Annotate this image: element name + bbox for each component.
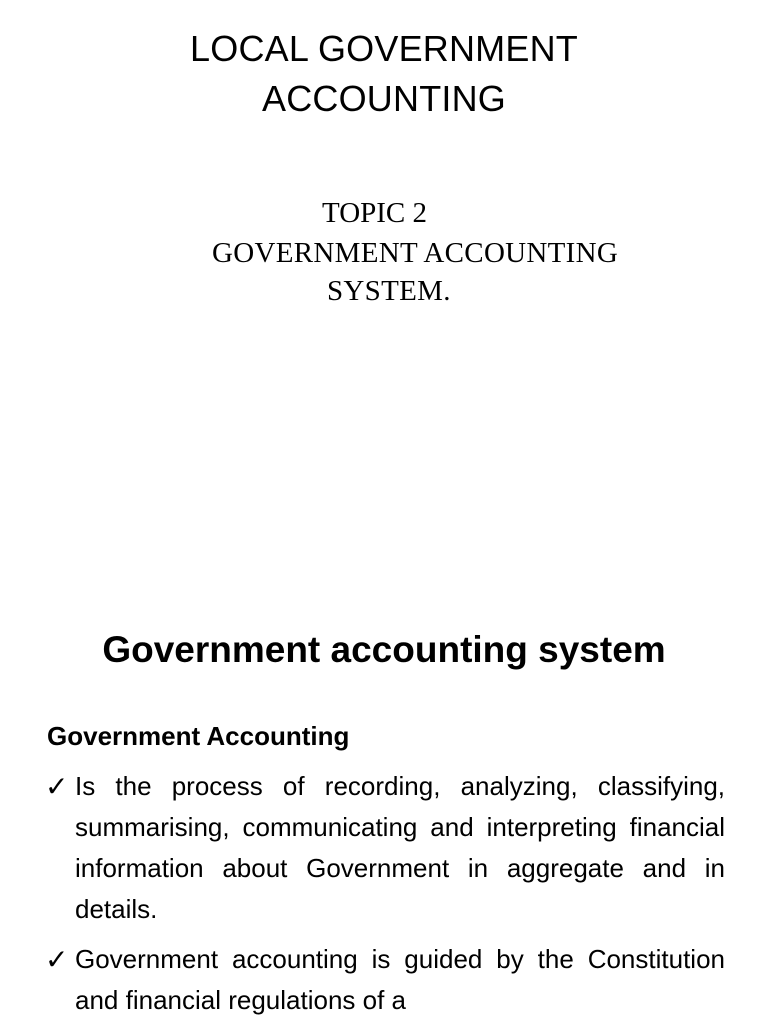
bullet-item [45,939,725,1021]
topic-title-line-1: GOVERNMENT ACCOUNTING [212,237,619,269]
section-heading: Government accounting system [102,629,666,670]
checkmark-icon: ✓ [45,943,69,976]
bullet-text: Is the process of recording, analyzing, classifying, summarising, communicating and interpreting financial information about Government in aggregate and in details. [75,771,725,924]
slide-title-line-2: ACCOUNTING [262,78,506,119]
bullet-text: Government accounting is guided by the Constitution and financial regulations of a [75,944,725,1015]
slide-title-line-1: LOCAL GOVERNMENT [190,28,578,69]
bullet-item [45,766,725,930]
topic-number: TOPIC 2 [322,197,428,229]
topic-title-line-2: SYSTEM. [327,275,451,307]
slide-title [0,24,768,124]
checkmark-icon: ✓ [45,770,69,803]
subsection-label: Government Accounting [47,721,350,751]
